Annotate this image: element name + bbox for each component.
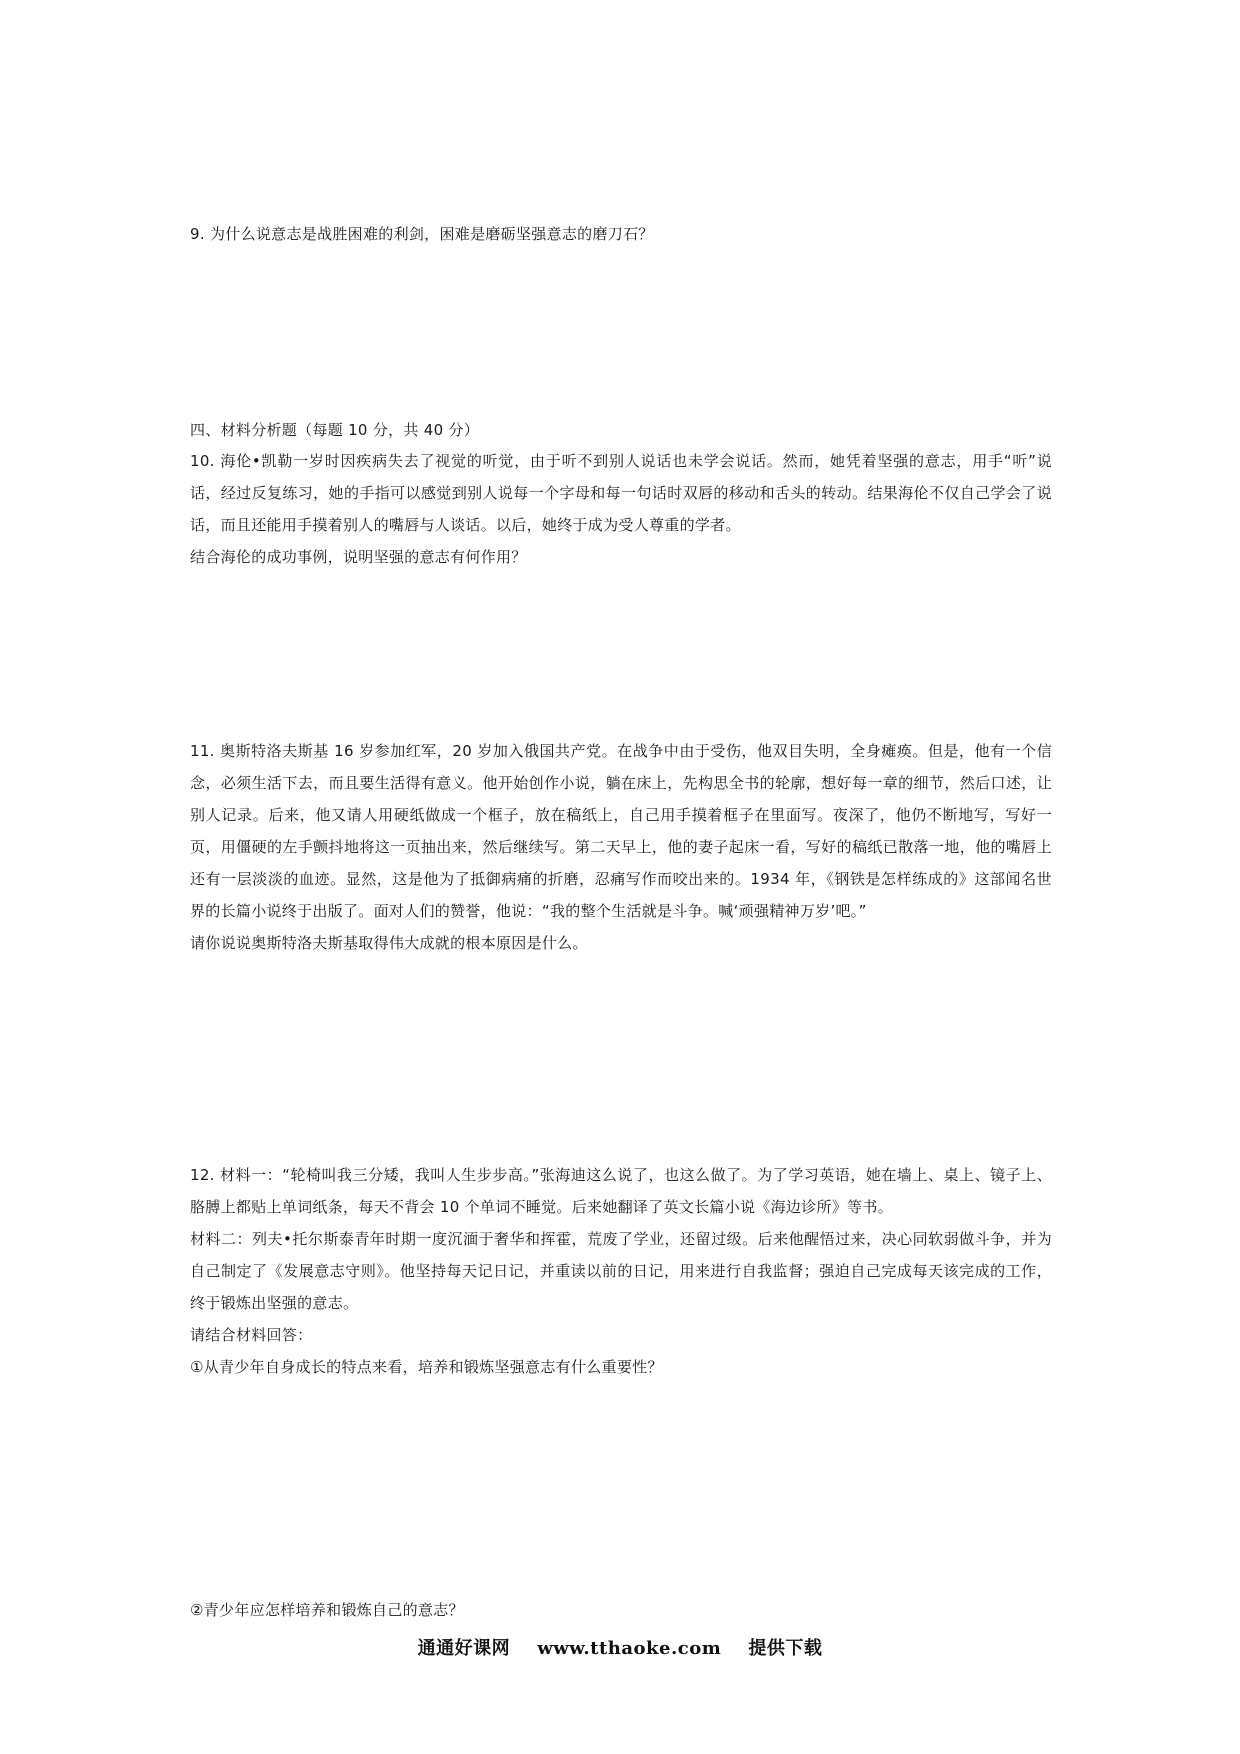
- question-11-prompt: 请你说说奥斯特洛夫斯基取得伟大成就的根本原因是什么。: [190, 934, 588, 952]
- question-12-material-2: 材料二：列夫•托尔斯泰青年时期一度沉湎于奢华和挥霍，荒废了学业，还留过级。后来他醒悟过来，决心同软弱做斗争，并为自己制定了《发展意志守则》。他坚持每天记日记，并重读以前的日记，用来进行自我监督；强迫自己完成每天该完成的工作，终于锻炼出坚强的意志。: [190, 1230, 1052, 1312]
- footer-suffix: 提供下载: [748, 1638, 823, 1659]
- question-10: [190, 445, 1052, 573]
- question-12-part-2: [190, 1594, 1052, 1626]
- question-11-material: 11. 奥斯特洛夫斯基 16 岁参加红军，20 岁加入俄国共产党。在战争中由于受伤，他双目失明，全身瘫痪。但是，他有一个信念，必须生活下去，而且要生活得有意义。他开始创作小说，躺在床上，先构思全书的轮廓，想好每一章的细节，然后口述，让别人记录。后来，他又请人用硬纸做成一个框子，放在稿纸上，自己用手摸着框子在里面写。夜深了，他仍不断地写，写好一页，用僵硬的左手颤抖地将这一页抽出来，然后继续写。第二天早上，他的妻子起床一看，写好的稿纸已散落一地，他的嘴唇上还有一层淡淡的血迹。显然，这是他为了抵御病痛的折磨，忍痛写作而咬出来的。1934 年，《钢铁是怎样练成的》这部闻名世界的长篇小说终于出版了。面对人们的赞誉，他说：“我的整个生活就是斗争。喊‘顽强精神万岁’吧。”: [190, 742, 1052, 920]
- footer-url[interactable]: www.tthaoke.com: [537, 1638, 722, 1659]
- question-10-material: 10. 海伦•凯勒一岁时因疾病失去了视觉的听觉，由于听不到别人说话也未学会说话。然而，她凭着坚强的意志，用手“听”说话，经过反复练习，她的手指可以感觉到别人说每一个字母和每一句话时双唇的移动和舌头的转动。结果海伦不仅自己学会了说话，而且还能用手摸着别人的嘴唇与人谈话。以后，她终于成为受人尊重的学者。: [190, 452, 1052, 534]
- question-12-material-1: 12. 材料一：“轮椅叫我三分矮，我叫人生步步高。”张海迪这么说了，也这么做了。为了学习英语，她在墙上、桌上、镜子上、胳膊上都贴上单词纸条，每天不背会 10 个单词不睡觉。后来她翻译了英文长篇小说《海边诊所》等书。: [190, 1166, 1052, 1216]
- question-10-prompt: 结合海伦的成功事例，说明坚强的意志有何作用？: [190, 548, 527, 566]
- question-11: [190, 735, 1052, 959]
- footer-site-name: 通通好课网: [417, 1638, 511, 1659]
- question-9-text: 9. 为什么说意志是战胜困难的利剑，困难是磨砺坚强意志的磨刀石？: [190, 225, 654, 243]
- question-12-instruction: 请结合材料回答：: [190, 1326, 313, 1344]
- question-12-sub-1: ①从青少年自身成长的特点来看，培养和锻炼坚强意志有什么重要性？: [190, 1358, 663, 1376]
- page-footer: [0, 1634, 1240, 1660]
- question-9: [190, 218, 1052, 250]
- question-12-sub-2: ②青少年应怎样培养和锻炼自己的意志？: [190, 1601, 464, 1619]
- section-4-title: 四、材料分析题（每题 10 分，共 40 分）: [190, 421, 480, 439]
- section-4-heading: [190, 414, 1052, 446]
- question-12: [190, 1159, 1052, 1383]
